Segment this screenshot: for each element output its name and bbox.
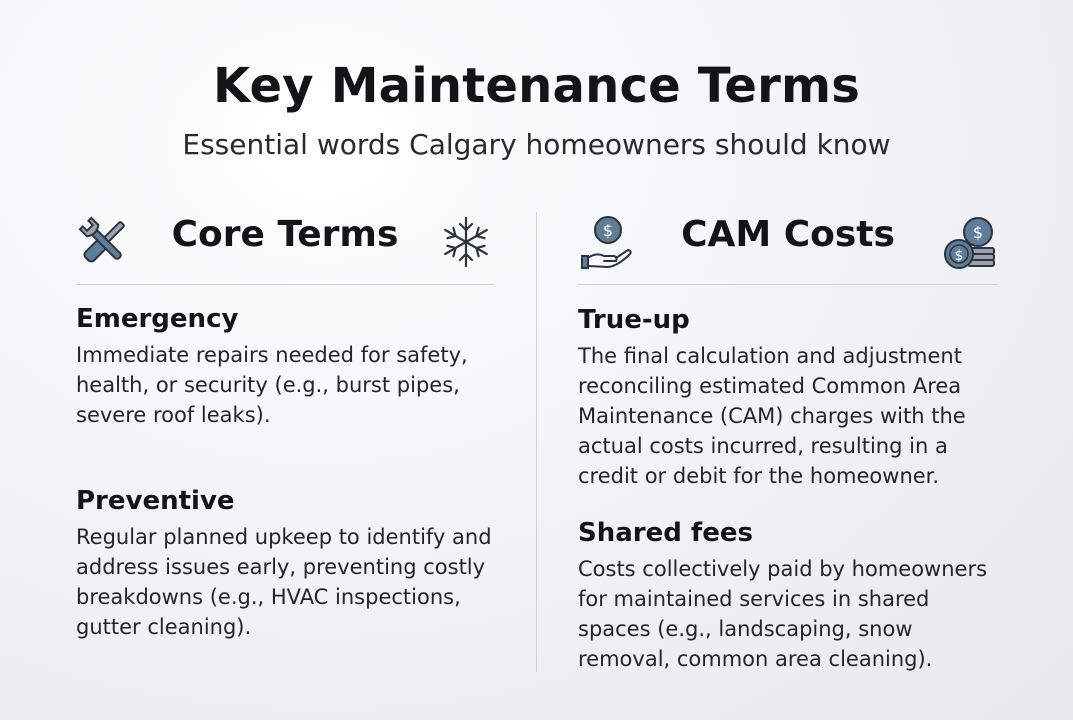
snowflake-icon <box>438 212 494 272</box>
core-terms-column <box>76 210 494 639</box>
term-name: Shared fees <box>578 518 753 548</box>
cam-costs-heading: CAM Costs <box>681 214 895 255</box>
term-name: Preventive <box>76 486 235 516</box>
term-definition: Immediate repairs needed for safety, health, or security (e.g., burst pipes, severe roof leaks). <box>76 343 468 427</box>
svg-text:$: $ <box>972 223 984 242</box>
term-shared-fees <box>578 516 998 674</box>
term-definition: Costs collectively paid by homeowners for maintained services in shared spaces (e.g., landscaping, snow removal, common area cleaning). <box>578 557 988 671</box>
term-name: True-up <box>578 305 690 335</box>
core-terms-header <box>76 210 494 276</box>
term-preventive <box>76 484 494 642</box>
term-name: Emergency <box>76 304 239 334</box>
svg-text:$: $ <box>954 248 964 264</box>
term-true-up <box>578 303 998 491</box>
page-title: Key Maintenance Terms <box>212 58 861 114</box>
cam-costs-column <box>578 210 998 671</box>
core-terms-heading: Core Terms <box>171 214 399 255</box>
term-definition: The final calculation and adjustment reconciling estimated Common Area Maintenance (CAM) charges with the actual costs incurred, resulting in a credit or debit for the homeowner. <box>578 344 966 488</box>
header-rule <box>578 284 998 285</box>
page-subtitle: Essential words Calgary homeowners should know <box>182 128 891 161</box>
term-definition: Regular planned upkeep to identify and address issues early, preventing costly breakdowns (e.g., HVAC inspections, gutter cleaning). <box>76 525 492 639</box>
cam-costs-header <box>578 210 998 276</box>
term-emergency <box>76 302 494 430</box>
column-divider <box>536 212 537 672</box>
coin-stack-icon <box>942 212 998 272</box>
header-rule <box>76 284 494 285</box>
svg-text:$: $ <box>602 221 614 240</box>
